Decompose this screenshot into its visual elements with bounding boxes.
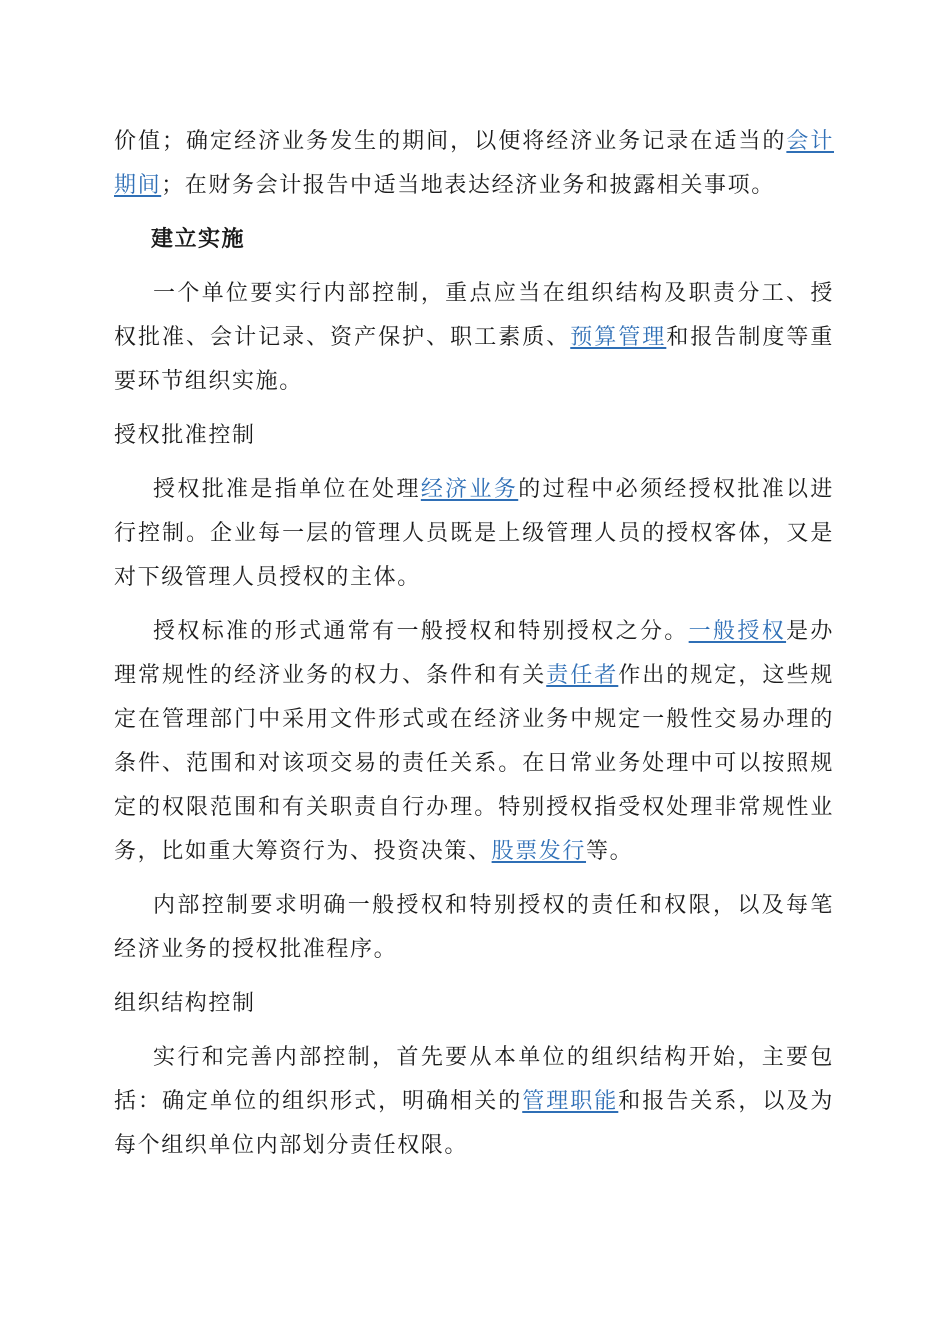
link-stock-issuance[interactable]: 股票发行 (491, 839, 587, 864)
link-management-function[interactable]: 管理职能 (522, 1089, 619, 1114)
paragraph-text: 价值；确定经济业务发生的期间，以便将经济业务记录在适当的 (114, 129, 787, 154)
paragraph-internal-control-requirement (114, 884, 834, 972)
section-heading-establish-implement: 建立实施 (151, 227, 246, 252)
paragraph-text: 等。 (586, 839, 634, 864)
paragraph-text: 是办理常规性的经济业务的权力、条件和有关 (114, 619, 835, 688)
paragraph-text: 的过程中必须经授权批准以进行控制。企业每一层的管理人员既是上级管理人员的授权客体，又是对下级管理人员授权的主体。 (114, 477, 834, 590)
link-economic-business[interactable]: 经济业务 (420, 477, 519, 502)
paragraph-text: 授权标准的形式通常有一般授权和特别授权之分。 (153, 619, 689, 644)
document-page (114, 120, 834, 1168)
paragraph-text: 实行和完善内部控制，首先要从本单位的组织结构开始，主要包括：确定单位的组织形式，明确相关的 (114, 1045, 834, 1114)
paragraph-text: 授权批准是指单位在处理 (153, 477, 421, 502)
link-budget-management[interactable]: 预算管理 (570, 325, 667, 350)
subheading-organization-control: 组织结构控制 (114, 991, 256, 1016)
paragraph-implementation (114, 272, 834, 404)
paragraph-text: 内部控制要求明确一般授权和特别授权的责任和权限，以及每笔经济业务的授权批准程序。 (114, 893, 834, 962)
link-responsible-party[interactable]: 责任者 (546, 663, 619, 688)
paragraph-text: ；在财务会计报告中适当地表达经济业务和披露相关事项。 (161, 173, 775, 198)
paragraph-text: 一个单位要实行内部控制，重点应当在组织结构及职责分工、授权批准、会计记录、资产保护、职工素质、 (114, 281, 834, 350)
paragraph-authorization-definition (114, 468, 834, 600)
paragraph-text: 作出的规定，这些规定在管理部门中采用文件形式或在经济业务中规定一般性交易办理的条件、范围和对该项交易的责任关系。在日常业务处理中可以按照规定的权限范围和有关职责自行办理。特别授权指受权处理非常规性业务，比如重大筹资行为、投资决策、 (114, 663, 834, 864)
link-general-authorization[interactable]: 一般授权 (688, 619, 787, 644)
paragraph-accounting-period (114, 120, 834, 208)
paragraph-organization-structure (114, 1036, 834, 1168)
paragraph-authorization-standards (114, 610, 834, 874)
subheading-authorization-control: 授权批准控制 (114, 423, 256, 448)
paragraph-text: 和报告关系，以及为每个组织单位内部划分责任权限。 (114, 1089, 835, 1158)
paragraph-text: 和报告制度等重要环节组织实施。 (114, 325, 835, 394)
link-accounting-period[interactable]: 会计期间 (114, 129, 834, 198)
